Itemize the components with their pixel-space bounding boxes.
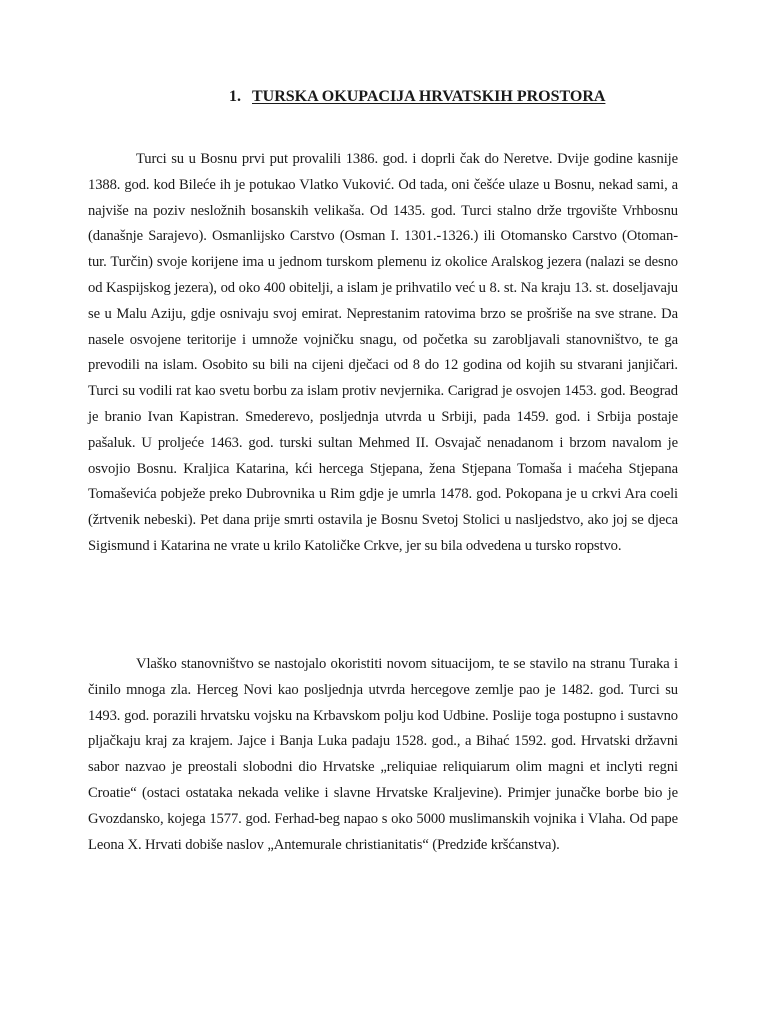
- section-heading: [0, 86, 768, 108]
- paragraph-turkish-conquest: Turci su u Bosnu prvi put provalili 1386. god. i doprli čak do Neretve. Dvije godine kasnije 1388. god. kod Bileće ih je potukao Vlatko Vuković. Od tada, oni češće ulaze u Bosnu, nekad sami, a najviše na poziv nesložnih bosanskih velikaša. Od 1435. god. Turci stalno drže trgovište Vrhbosnu (današnje Sarajevo). Osmanlijsko Carstvo (Osman I. 1301.-1326.) ili Otomansko Carstvo (Otoman-tur. Turčin) svoje korijene ima u jednom turskom plemenu iz okolice Aralskog jezera (nalazi se desno od Kaspijskog jezera), od oko 400 obitelji, a islam je prihvatilo već u 8. st. Na kraju 13. st. doseljavaju se u Malu Aziju, gdje osnivaju svoj emirat. Neprestanim ratovima brzo se prošriše na sve strane. Da nasele osvojene teritorije i umnože vojničku snagu, od početka su zarobljavali stanovništvo, te ga prevodili na islam. Osobito su bili na cijeni dječaci od 8 do 12 godina od kojih su stvarani janjičari. Turci su vodili rat kao svetu borbu za islam protiv nevjernika. Carigrad je osvojen 1453. god. Beograd je branio Ivan Kapistran. Smederevo, posljednja utvrda u Srbiji, pada 1459. god. i Srbija postaje pašaluk. U proljeće 1463. god. turski sultan Mehmed II. Osvajač nenadanom i brzom navalom je osvojio Bosnu. Kraljica Katarina, kći hercega Stjepana, žena Stjepana Tomaša i maćeha Stjepana Tomaševića pobježe preko Dubrovnika u Rim gdje je umrla 1478. god. Pokopana je u crkvi Ara coeli (žrtvenik nebeski). Pet dana prije smrti ostavila je Bosnu Svetoj Stolici u nasljedstvo, ako joj se djeca Sigismund i Katarina ne vrate u krilo Katoličke Crkve, jer su bila odvedena u tursko ropstvo.: [88, 151, 678, 554]
- section-number: 1.: [229, 88, 241, 105]
- section-title: TURSKA OKUPACIJA HRVATSKIH PROSTORA: [252, 88, 606, 105]
- paragraph-vlach-population: Vlaško stanovništvo se nastojalo okoristiti novom situacijom, te se stavilo na stranu Turaka i činilo mnoga zla. Herceg Novi kao posljednja utvrda hercegove zemlje pao je 1482. god. Turci su 1493. god. porazili hrvatsku vojsku na Krbavskom polju kod Udbine. Poslije toga postupno i sustavno pljačkaju kraj za krajem. Jajce i Banja Luka padaju 1528. god., a Bihać 1592. god. Hrvatski državni sabor nazvao je preostali slobodni dio Hrvatske „reliquiae reliquiarum olim magni et inclyti regni Croatie“ (ostaci ostataka nekada velike i slavne Hrvatske Kraljevine). Primjer junačke borbe bio je Gvozdansko, kojega 1577. god. Ferhad-beg napao s oko 5000 muslimanskih vojnika i Vlaha. Od pape Leona X. Hrvati dobiše naslov „Antemurale christianitatis“ (Predziđe kršćanstva).: [88, 656, 678, 853]
